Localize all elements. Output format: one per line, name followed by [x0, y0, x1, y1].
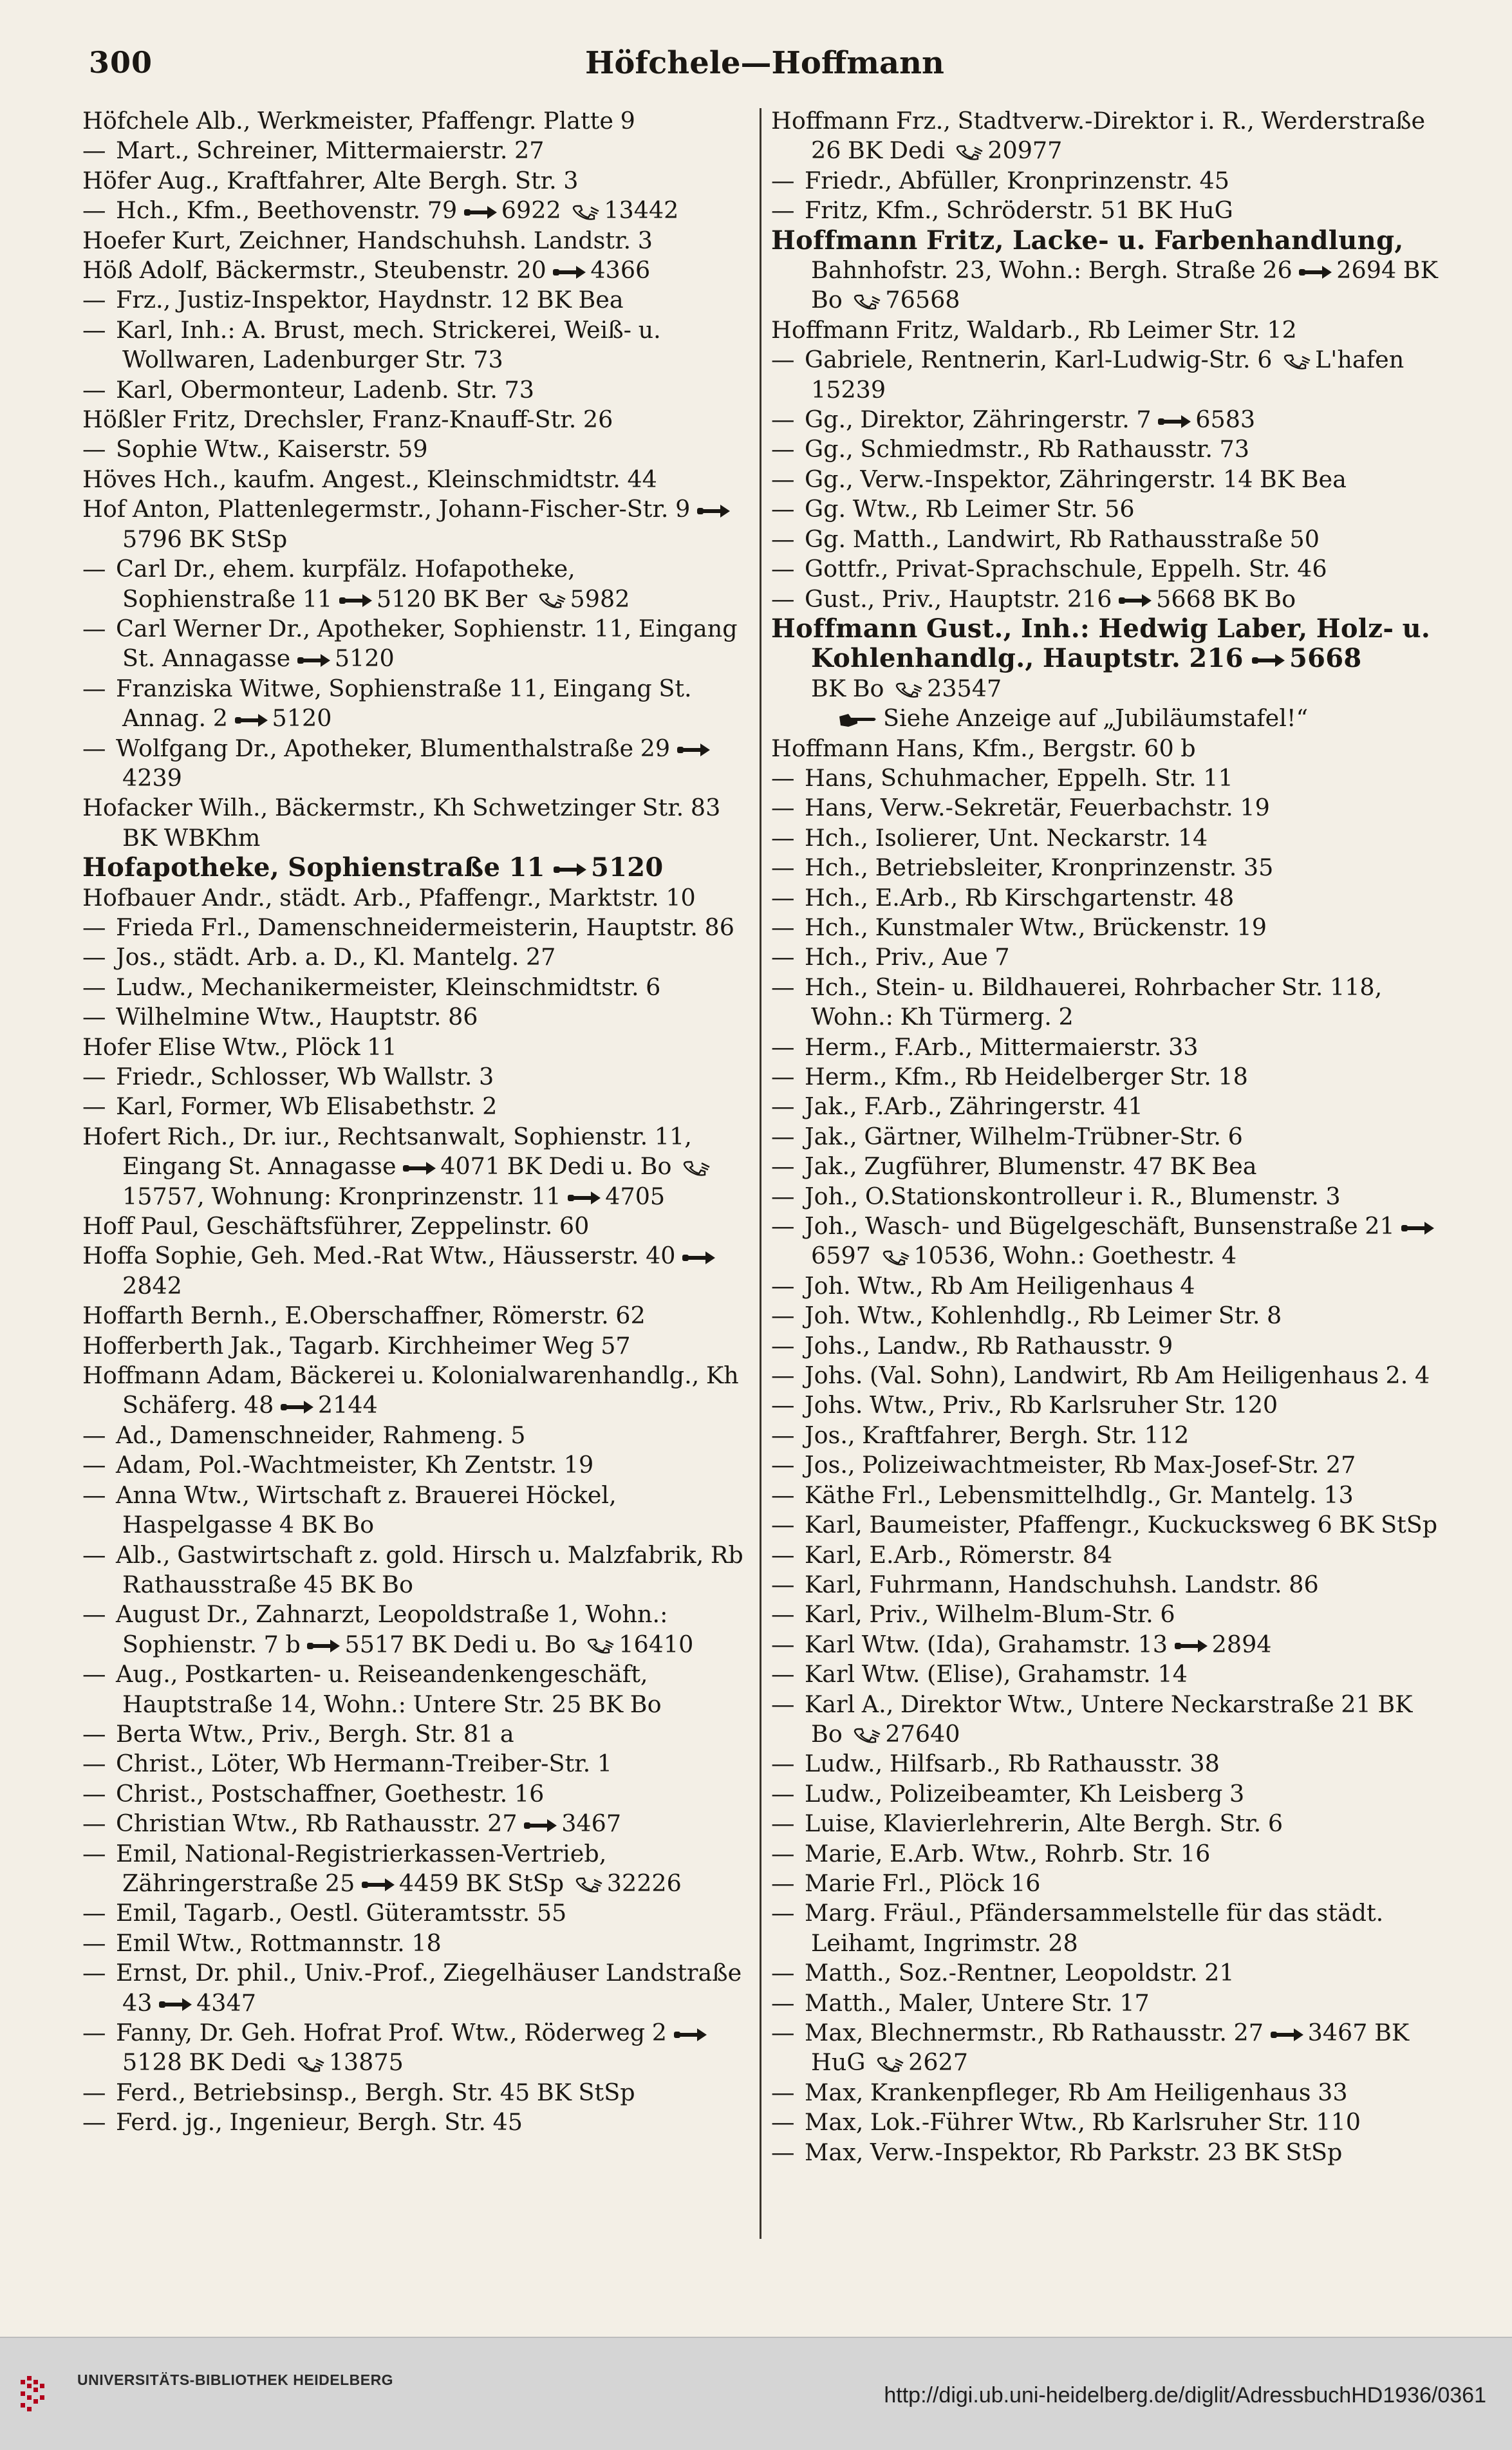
phone-icon — [586, 1638, 615, 1654]
directory-entry: — Friedr., Abfüller, Kronprinzenstr. 45 — [771, 166, 1230, 194]
directory-entry: Hoffmann Adam, Bäckerei u. Kolonialwarenhandlg., Kh Schäferg. 48 2144 — [82, 1361, 739, 1419]
left-column — [82, 106, 755, 2138]
directory-entry: — Gg. Wtw., Rb Leimer Str. 56 — [771, 495, 1135, 523]
telephone-arrow-icon — [464, 205, 498, 220]
directory-entry: — Gg. Matth., Landwirt, Rb Rathausstraße 50 — [771, 525, 1320, 553]
directory-entry: — Hch., Isolierer, Unt. Neckarstr. 14 — [771, 823, 1208, 852]
telephone-arrow-icon — [1299, 265, 1332, 279]
directory-entry: Hof Anton, Plattenlegermstr., Johann-Fischer-Str. 9 5796 BK StSp — [82, 494, 755, 554]
directory-entry: — Karl, E.Arb., Römerstr. 84 — [771, 1540, 1113, 1569]
directory-entry: — Marg. Fräul., Pfändersammelstelle für das städt. Leihamt, Ingrimstr. 28 — [771, 1899, 1384, 1957]
directory-entry: — Aug., Postkarten- u. Reiseandenkengeschäft, Hauptstraße 14, Wohn.: Untere Str. 25 BK Bo — [82, 1660, 662, 1718]
directory-entry: — Gg., Verw.-Inspektor, Zähringerstr. 14 BK Bea — [771, 465, 1347, 493]
directory-entry: — Anna Wtw., Wirtschaft z. Brauerei Höckel, Haspelgasse 4 BK Bo — [82, 1481, 617, 1539]
telephone-arrow-icon — [1271, 2028, 1304, 2042]
directory-entry: Höves Hch., kaufm. Angest., Kleinschmidtstr. 44 — [82, 465, 657, 493]
directory-entry: Bahnhofstr. 23, Wohn.: Bergh. Straße 26 2694 BK Bo 76568 — [811, 256, 1438, 314]
telephone-arrow-icon — [297, 653, 331, 668]
directory-entry: — Ad., Damenschneider, Rahmeng. 5 — [82, 1421, 526, 1449]
pointing-hand-icon — [838, 711, 878, 729]
directory-entry: — Käthe Frl., Lebensmittelhdlg., Gr. Mantelg. 13 — [771, 1481, 1354, 1509]
footer-bar — [0, 2337, 1512, 2450]
directory-entry: — Jak., Zugführer, Blumenstr. 47 BK Bea — [771, 1152, 1257, 1181]
directory-entry: — Christ., Postschaffner, Goethestr. 16 — [82, 1779, 545, 1808]
telephone-arrow-icon — [674, 2028, 707, 2042]
directory-entry: — Emil Wtw., Rottmannstr. 18 — [82, 1929, 442, 1957]
page-number: 300 — [89, 45, 153, 80]
library-logo-icon — [19, 2373, 64, 2418]
directory-entry: Höfer Aug., Kraftfahrer, Alte Bergh. Str. 3 — [82, 166, 579, 194]
telephone-arrow-icon — [677, 743, 711, 757]
directory-entry: — Carl Werner Dr., Apotheker, Sophienstr. 11, Eingang St. Annagasse 5120 — [82, 614, 738, 673]
directory-entry: — Fanny, Dr. Geh. Hofrat Prof. Wtw., Röderweg 2 5128 BK Dedi 13875 — [82, 2018, 755, 2078]
directory-entry: — August Dr., Zahnarzt, Leopoldstraße 1, Wohn.: Sophienstr. 7 b 5517 BK Dedi u. Bo 16410 — [82, 1600, 694, 1658]
telephone-arrow-icon — [1252, 653, 1285, 668]
directory-entry: Hofacker Wilh., Bäckermstr., Kh Schwetzinger Str. 83 BK WBKhm — [82, 794, 721, 852]
directory-entry: — Karl, Baumeister, Pfaffengr., Kuckucksweg 6 BK StSp — [771, 1511, 1438, 1539]
directory-entry: — Hans, Schuhmacher, Eppelh. Str. 11 — [771, 763, 1233, 792]
directory-entry: Hoffmann Fritz, Lacke- u. Farbenhandlung, — [771, 225, 1404, 256]
directory-entry: Hoffmann Fritz, Waldarb., Rb Leimer Str. 12 — [771, 315, 1297, 344]
directory-entry: — Matth., Maler, Untere Str. 17 — [771, 1988, 1150, 2017]
telephone-arrow-icon — [159, 1997, 192, 2012]
directory-entry: — Hch., E.Arb., Rb Kirschgartenstr. 48 — [771, 883, 1235, 912]
directory-entry: — Karl, Inh.: A. Brust, mech. Strickerei, Weiß- u. Wollwaren, Ladenburger Str. 73 — [82, 315, 661, 374]
directory-entry: — Emil, National-Registrierkassen-Vertrieb, Zähringerstraße 25 4459 BK StSp 32226 — [82, 1839, 682, 1897]
telephone-arrow-icon — [568, 1191, 601, 1205]
telephone-arrow-icon — [235, 713, 268, 727]
telephone-arrow-icon — [1401, 1221, 1435, 1235]
directory-entry: — Hch., Betriebsleiter, Kronprinzenstr. 35 — [771, 854, 1274, 882]
directory-entry: — Hch., Stein- u. Bildhauerei, Rohrbacher Str. 118, Wohn.: Kh Türmerg. 2 — [771, 973, 1383, 1031]
page-header — [89, 45, 1441, 103]
directory-entry: — Hch., Kfm., Beethovenstr. 79 6922 13442 — [82, 196, 679, 225]
phone-icon — [297, 2057, 325, 2072]
directory-entry: — Johs., Landw., Rb Rathausstr. 9 — [771, 1331, 1173, 1360]
directory-entry: Siehe Anzeige auf „Jubiläumstafel!“ — [771, 704, 1444, 733]
directory-entry: — Matth., Soz.-Rentner, Leopoldstr. 21 — [771, 1959, 1235, 1987]
directory-entry: — Marie Frl., Plöck 16 — [771, 1869, 1041, 1897]
library-name: UNIVERSITÄTS-BIBLIOTHEK HEIDELBERG — [77, 2371, 394, 2388]
phone-icon — [575, 1877, 603, 1893]
directory-entry: — Fritz, Kfm., Schröderstr. 51 BK HuG — [771, 196, 1233, 225]
directory-entry: — Ferd. jg., Ingenieur, Bergh. Str. 45 — [82, 2108, 523, 2137]
telephone-arrow-icon — [307, 1639, 341, 1653]
directory-entry: — Gust., Priv., Hauptstr. 216 5668 BK Bo — [771, 584, 1296, 613]
directory-entry: — Ludw., Polizeibeamter, Kh Leisberg 3 — [771, 1779, 1245, 1808]
telephone-arrow-icon — [697, 504, 731, 518]
directory-entry: Hoefer Kurt, Zeichner, Handschuhsh. Landstr. 3 — [82, 226, 653, 254]
directory-entry: — Marie, E.Arb. Wtw., Rohrb. Str. 16 — [771, 1839, 1211, 1867]
telephone-arrow-icon — [403, 1161, 436, 1175]
directory-entry: Hofer Elise Wtw., Plöck 11 — [82, 1033, 397, 1061]
telephone-arrow-icon — [682, 1251, 716, 1265]
directory-entry: Höfchele Alb., Werkmeister, Pfaffengr. Platte 9 — [82, 107, 635, 135]
phone-icon — [955, 145, 984, 160]
directory-entry: — Joh., O.Stationskontrolleur i. R., Blumenstr. 3 — [771, 1182, 1341, 1210]
telephone-arrow-icon — [339, 594, 373, 608]
directory-entry: — Karl, Fuhrmann, Handschuhsh. Landstr. 86 — [771, 1570, 1319, 1598]
directory-entry: — Jos., Polizeiwachtmeister, Rb Max-Josef-Str. 27 — [771, 1451, 1356, 1479]
directory-entry: — Adam, Pol.-Wachtmeister, Kh Zentstr. 19 — [82, 1451, 594, 1479]
directory-entry: — Hch., Priv., Aue 7 — [771, 943, 1010, 971]
directory-entry: — Karl Wtw. (Ida), Grahamstr. 13 2894 — [771, 1630, 1272, 1658]
directory-entry: — Ludw., Hilfsarb., Rb Rathausstr. 38 — [771, 1750, 1220, 1778]
directory-entry: — Wilhelmine Wtw., Hauptstr. 86 — [82, 1003, 478, 1031]
directory-entry: — Frieda Frl., Damenschneidermeisterin, Hauptstr. 86 — [82, 913, 734, 941]
telephone-arrow-icon — [554, 863, 587, 877]
directory-entry: — Emil, Tagarb., Oestl. Güteramtsstr. 55 — [82, 1899, 567, 1927]
directory-entry: — Herm., Kfm., Rb Heidelberger Str. 18 — [771, 1063, 1248, 1090]
directory-entry: — Max, Blechnermstr., Rb Rathausstr. 27 3467 BK HuG 2627 — [771, 2019, 1410, 2077]
directory-entry: — Joh., Wasch- und Bügelgeschäft, Bunsenstraße 21 6597 10536, Wohn.: Goethestr. 4 — [771, 1211, 1444, 1271]
phone-icon — [853, 1728, 881, 1743]
telephone-arrow-icon — [1119, 594, 1152, 608]
directory-entry: — Max, Krankenpfleger, Rb Am Heiligenhaus 33 — [771, 2078, 1348, 2106]
directory-entry: — Jos., Kraftfahrer, Bergh. Str. 112 — [771, 1421, 1190, 1449]
directory-entry: — Karl A., Direktor Wtw., Untere Neckarstraße 21 BK Bo 27640 — [771, 1690, 1413, 1748]
directory-entry: Hofapotheke, Sophienstraße 11 5120 — [82, 852, 664, 883]
phone-icon — [853, 294, 881, 310]
directory-entry: — Gabriele, Rentnerin, Karl-Ludwig-Str. 6 L'hafen 15239 — [771, 346, 1405, 404]
telephone-arrow-icon — [524, 1819, 557, 1833]
directory-entry: — Joh. Wtw., Rb Am Heiligenhaus 4 — [771, 1271, 1195, 1300]
directory-entry: — Mart., Schreiner, Mittermaierstr. 27 — [82, 136, 545, 165]
directory-entry: — Jak., F.Arb., Zähringerstr. 41 — [771, 1092, 1143, 1121]
phone-icon — [895, 682, 923, 698]
directory-entry: — Gottfr., Privat-Sprachschule, Eppelh. Str. 46 — [771, 555, 1327, 583]
directory-entry: — Karl Wtw. (Elise), Grahamstr. 14 — [771, 1660, 1188, 1688]
telephone-arrow-icon — [281, 1400, 314, 1414]
directory-entry: Hofbauer Andr., städt. Arb., Pfaffengr., Marktstr. 10 — [82, 883, 696, 912]
directory-entry: — Franziska Witwe, Sophienstraße 11, Eingang St. Annag. 2 5120 — [82, 674, 692, 733]
directory-entry: Höß Adolf, Bäckermstr., Steubenstr. 20 4366 — [82, 256, 651, 285]
directory-entry: Hofferberth Jak., Tagarb. Kirchheimer Weg 57 — [82, 1331, 631, 1360]
directory-entry: — Joh. Wtw., Kohlenhdlg., Rb Leimer Str. 8 — [771, 1302, 1282, 1330]
directory-entry: — Johs. (Val. Sohn), Landwirt, Rb Am Heiligenhaus 2. 4 — [771, 1361, 1430, 1390]
directory-entry: — Ludw., Mechanikermeister, Kleinschmidtstr. 6 — [82, 973, 661, 1001]
telephone-arrow-icon — [1175, 1639, 1208, 1653]
directory-entry: — Gg., Schmiedmstr., Rb Rathausstr. 73 — [771, 435, 1249, 463]
directory-entry: — Karl, Priv., Wilhelm-Blum-Str. 6 — [771, 1600, 1175, 1629]
phone-icon — [882, 1250, 910, 1266]
directory-entry: — Alb., Gastwirtschaft z. gold. Hirsch u. Malzfabrik, Rb Rathausstraße 45 BK Bo — [82, 1540, 743, 1598]
phone-icon — [572, 205, 600, 220]
directory-entry: — Ernst, Dr. phil., Univ.-Prof., Ziegelhäuser Landstraße 43 4347 — [82, 1959, 742, 2017]
directory-entry: — Herm., F.Arb., Mittermaierstr. 33 — [771, 1033, 1199, 1061]
directory-entry: — Gg., Direktor, Zähringerstr. 7 6583 — [771, 406, 1256, 434]
directory-entry: — Luise, Klavierlehrerin, Alte Bergh. Str. 6 — [771, 1809, 1283, 1838]
directory-entry: — Wolfgang Dr., Apotheker, Blumenthalstraße 29 4239 — [82, 734, 755, 794]
directory-entry: — Hans, Verw.-Sekretär, Feuerbachstr. 19 — [771, 794, 1270, 822]
telephone-arrow-icon — [1158, 415, 1191, 429]
directory-entry: — Sophie Wtw., Kaiserstr. 59 — [82, 435, 428, 463]
directory-entry: — Max, Verw.-Inspektor, Rb Parkstr. 23 BK StSp — [771, 2138, 1343, 2166]
telephone-arrow-icon — [362, 1878, 395, 1892]
directory-entry: — Berta Wtw., Priv., Bergh. Str. 81 a — [82, 1719, 514, 1748]
directory-entry: Hoffa Sophie, Geh. Med.-Rat Wtw., Häusserstr. 40 2842 — [82, 1241, 755, 1301]
directory-entry: — Frz., Justiz-Inspektor, Haydnstr. 12 BK Bea — [82, 286, 624, 314]
directory-entry: — Karl, Former, Wb Elisabethstr. 2 — [82, 1092, 498, 1121]
directory-entry: — Christ., Löter, Wb Hermann-Treiber-Str. 1 — [82, 1750, 613, 1778]
directory-entry: — Hch., Kunstmaler Wtw., Brückenstr. 19 — [771, 913, 1267, 941]
directory-entry: — Carl Dr., ehem. kurpfälz. Hofapotheke, Sophienstraße 11 5120 BK Ber 5982 — [82, 555, 630, 613]
directory-entry: Hofert Rich., Dr. iur., Rechtsanwalt, Sophienstr. 11, Eingang St. Annagasse 4071 BK Dedi u. Bo 15757, Wohnung: Kronprinzenstr. 11 4705 — [82, 1122, 755, 1211]
directory-entry: Hoff Paul, Geschäftsführer, Zeppelinstr. 60 — [82, 1212, 590, 1240]
directory-entry: — Friedr., Schlosser, Wb Wallstr. 3 — [82, 1063, 494, 1090]
directory-entry: — Christian Wtw., Rb Rathausstr. 27 3467 — [82, 1809, 622, 1838]
directory-entry: Hößler Fritz, Drechsler, Franz-Knauff-Str. 26 — [82, 406, 613, 434]
right-column — [771, 106, 1444, 2167]
directory-entry: — Jak., Gärtner, Wilhelm-Trübner-Str. 6 — [771, 1122, 1243, 1150]
directory-entry: Hoffmann Hans, Kfm., Bergstr. 60 b — [771, 734, 1196, 762]
directory-entry: — Johs. Wtw., Priv., Rb Karlsruher Str. 120 — [771, 1391, 1278, 1419]
directory-entry: — Karl, Obermonteur, Ladenb. Str. 73 — [82, 375, 535, 404]
directory-entry: Hoffmann Frz., Stadtverw.-Direktor i. R., Werderstraße 26 BK Dedi 20977 — [771, 107, 1426, 165]
directory-entry: — Jos., städt. Arb. a. D., Kl. Mantelg. 27 — [82, 943, 556, 971]
column-divider — [760, 108, 761, 2239]
phone-icon — [876, 2057, 904, 2072]
phone-icon — [1283, 354, 1311, 369]
directory-entry: Hoffmann Gust., Inh.: Hedwig Laber, Holz- u. Kohlenhandlg., Hauptstr. 216 5668 — [771, 613, 1431, 674]
phone-icon — [538, 593, 566, 608]
directory-entry: — Max, Lok.-Führer Wtw., Rb Karlsruher Str. 110 — [771, 2108, 1361, 2137]
running-title: Höfchele—Hoffmann — [585, 45, 944, 81]
source-url-link[interactable]: http://digi.ub.uni-heidelberg.de/diglit/AdressbuchHD1936/0361 — [884, 2383, 1486, 2408]
directory-entry: — Ferd., Betriebsinsp., Bergh. Str. 45 BK StSp — [82, 2078, 635, 2106]
telephone-arrow-icon — [553, 265, 586, 279]
directory-entry: Hoffarth Bernh., E.Oberschaffner, Römerstr. 62 — [82, 1302, 646, 1330]
directory-entry: BK Bo 23547 — [811, 674, 1002, 702]
phone-icon — [682, 1161, 711, 1176]
